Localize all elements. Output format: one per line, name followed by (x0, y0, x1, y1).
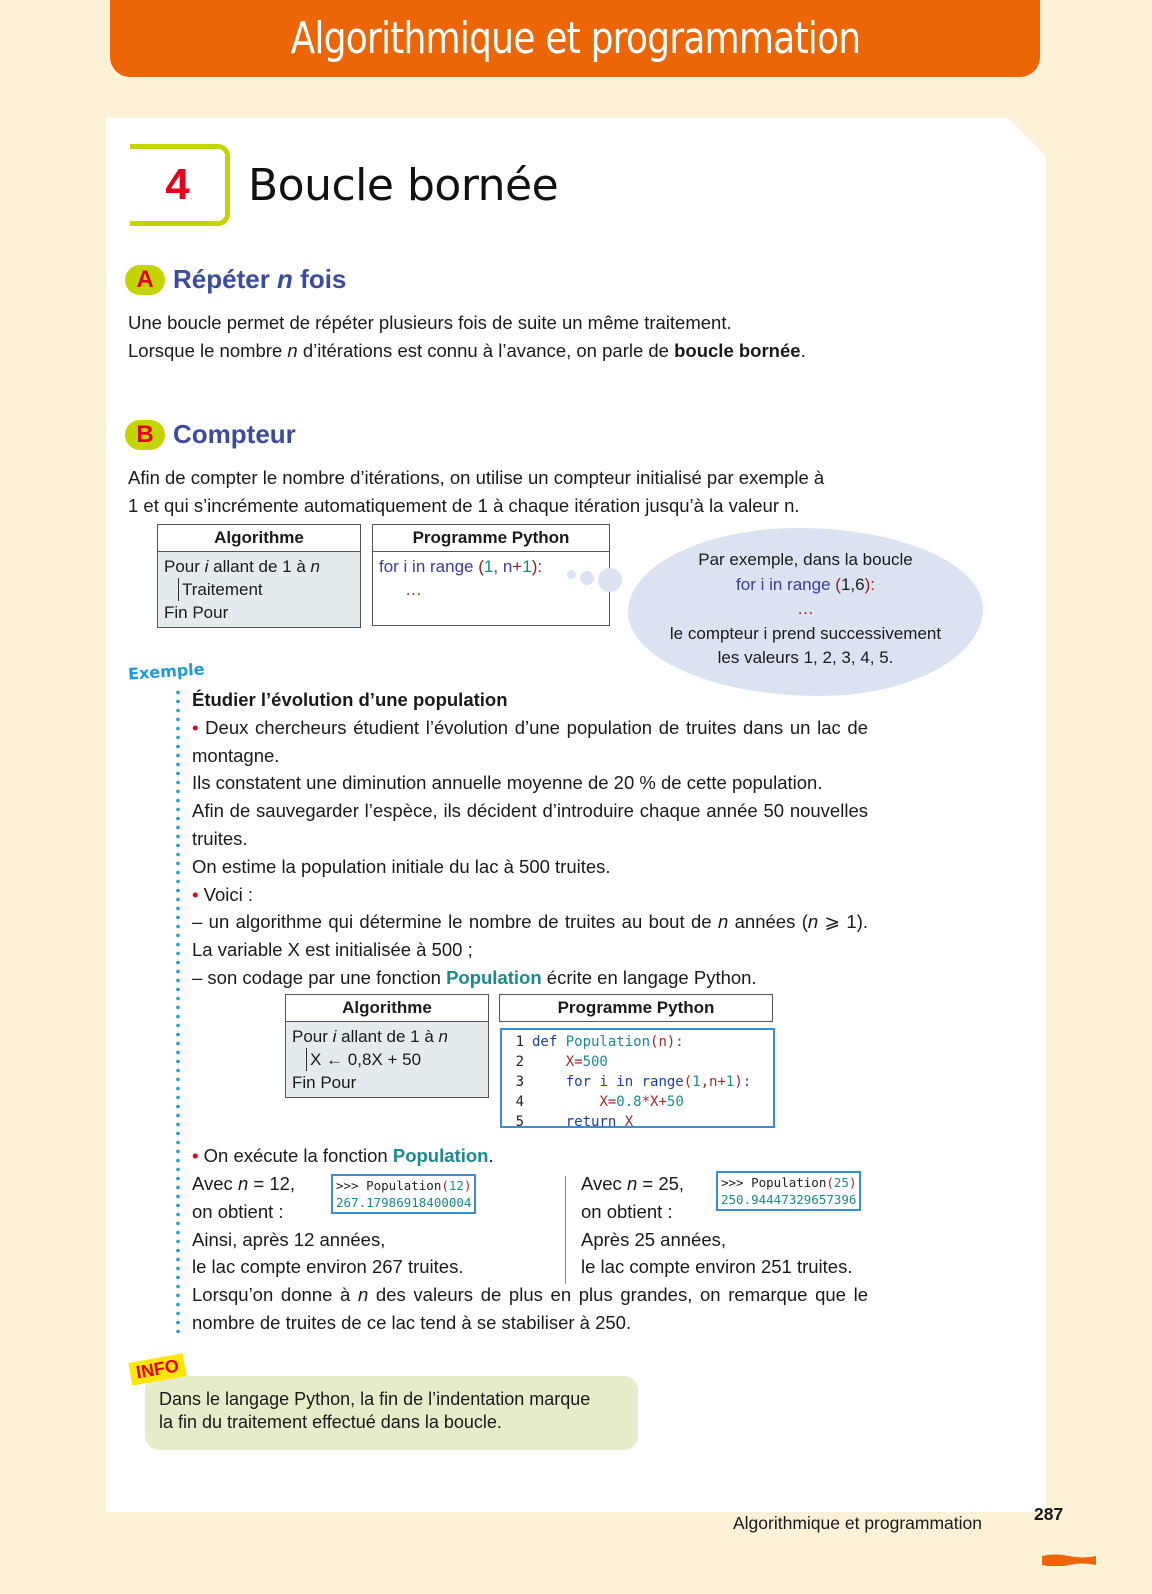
chapter-number-box (130, 144, 230, 226)
thought-dot-medium (580, 571, 594, 585)
algo-table-counter (157, 524, 361, 628)
python-table-header: Programme Python (500, 995, 773, 1022)
footer-chapter-name: Algorithmique et programmation (733, 1513, 983, 1533)
python-table-population-header (499, 994, 773, 1022)
python-table-header: Programme Python (373, 525, 610, 552)
algo-table-population (285, 994, 489, 1098)
case-divider (565, 1176, 566, 1284)
section-b-badge: B (125, 420, 165, 450)
example-run-line: • On exécute la fonction Population. (192, 1145, 494, 1166)
python-table-body: for i in range (1, n+1): … (373, 552, 610, 626)
section-a-badge: A (125, 265, 165, 295)
example-title: Étudier l’évolution d’une population (192, 689, 508, 710)
thought-dot-small (567, 570, 576, 579)
python-shell-n25: >>> Population(25) 250.94447329657396 (716, 1171, 861, 1211)
algo-table-header: Algorithme (158, 525, 361, 552)
case-n25: Avec n = 25, on obtient : Après 25 années, le lac compte environ 251 truites. (581, 1173, 853, 1278)
example-body: Étudier l’évolution d’une population • Deux chercheurs étudient l’évolution d’une population de truites dans un lac de montagne. Ils constatent une diminution annuelle moyenne de 20 % de cette population. Afin de sauvegarder l’espèce, ils décident d’introduire chaque année 50 nouvelles truites. On estime la population initiale du lac à 500 truites. • Voici : – un algorithme qui détermine le nombre de truites au bout de n années (n ⩾ 1). La variable X est initialisée à 500 ; – son codage par une fonction Population écrite en langage Python. (192, 686, 868, 992)
section-b-line1: Afin de compter le nombre d’itérations, on utilise un compteur initialisé par exemple à (128, 467, 825, 488)
info-box: Dans le langage Python, la fin de l’indentation marque la fin du traitement effectué dans la boucle. (145, 1376, 638, 1450)
python-shell-n12: >>> Population(12) 267.17986918400004 (331, 1174, 476, 1214)
banner-title: Algorithmique et programmation (290, 13, 860, 64)
example-label: Exemple (127, 659, 206, 684)
page-number-wave-icon (1042, 1554, 1096, 1566)
section-b-line2: 1 et qui s’incrémente automatiquement de 1 à chaque itération jusqu’à la valeur n. (128, 495, 800, 516)
section-a-heading (125, 264, 346, 295)
algo-table-header: Algorithme (286, 995, 489, 1022)
chapter-number: 4 (165, 160, 190, 209)
algo-table-body: Pour i allant de 1 à n Traitement Fin Pour (158, 552, 361, 628)
section-a-title: Répéter n fois (173, 264, 347, 294)
section-a-line1: Une boucle permet de répéter plusieurs fois de suite un même traitement. (128, 312, 732, 333)
thought-bubble: Par exemple, dans la boucle for i in range (1,6): … le compteur i prend successivement les valeurs 1, 2, 3, 4, 5. (628, 528, 983, 696)
python-code-editor: 1 def Population(n): 2 X=500 3 for i in range(1,n+1): 4 X=0.8*X+50 5 return X (500, 1028, 775, 1128)
info-tag: INFO (128, 1353, 186, 1385)
example-conclusion: Lorsqu’on donne à n des valeurs de plus en plus grandes, on remarque que le nombre de truites de ce lac tend à se stabiliser à 250. (192, 1284, 868, 1333)
section-b-title: Compteur (173, 419, 296, 449)
section-b-heading (125, 419, 296, 450)
page-number: 287 (1034, 1504, 1064, 1524)
case-n12: Avec n = 12, on obtient : Ainsi, après 12 années, le lac compte environ 267 truites. (192, 1173, 464, 1278)
section-a-line2: Lorsque le nombre n d’itérations est connu à l’avance, on parle de boucle bornée. (128, 340, 806, 361)
page-title: Boucle bornée (248, 160, 559, 211)
algo-table-body: Pour i allant de 1 à n X ← 0,8X + 50 Fin Pour (286, 1022, 489, 1098)
thought-dot-large (598, 568, 622, 592)
chapter-banner (110, 0, 1040, 77)
example-dotted-rule (176, 688, 180, 1333)
